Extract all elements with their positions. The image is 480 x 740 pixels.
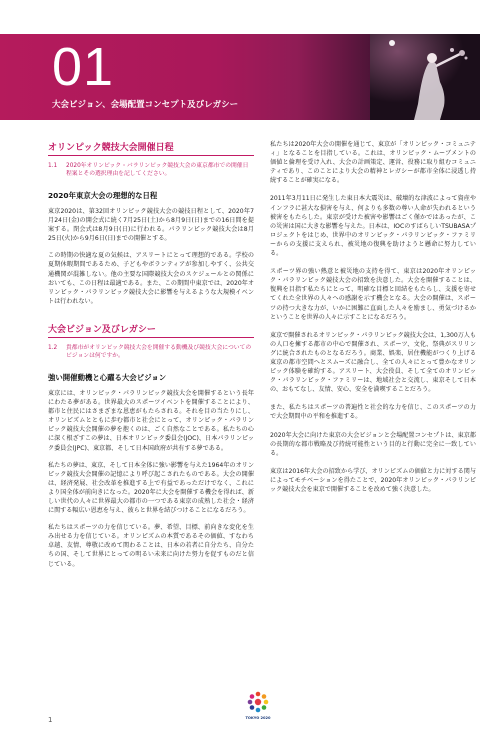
right-column [270, 140, 476, 503]
question-number: 1.1 [48, 163, 58, 169]
paragraph: 東京で開催されるオリンピック・パラリンピック競技大会は、1,300万人もの人口を擁する都市の中心で開催され、スポーツ、文化、祭典がスリリングに統合されたものとなるだろう。商業、娯楽、居住機能がつくり上げる東京の都市空間へとスムーズに融合し、全ての人々にとって豊かなオリンピック体験を確約する。アスリート、大会役員、そして全てのオリンピック・パラリンピック・ファミリーは、地域社会と交流し、東京そして日本の、おもてなし、友情、安心、安全を満喫することだろう。 [270, 331, 476, 394]
athlete-photo [370, 34, 480, 120]
chapter-banner [0, 34, 480, 120]
subheading-schedule: 2020年東京大会の理想的な日程 [48, 191, 158, 200]
section-title-vision: 大会ビジョン及びレガシー [48, 322, 254, 338]
question-note-1-1 [48, 162, 254, 178]
paragraph: 東京は2016年大会の招致から学び、オリンピズムの価値と力に対する関与によってモチベーションを得たことで、2020年オリンピック・パラリンピック競技大会を東京で開催することを改めて強く決意した。 [270, 467, 476, 493]
paragraph: 東京には、オリンピック・パラリンピック競技大会を開催するという長年にわたる夢がある。世界最大のスポーツイベントを開催することにより、都市と住民にはさまざまな恩恵がもたらされる。それを目の当たりにし、オリンピズムとともに歩む都市と社会にとって、オリンピック・パラリンピック競技大会開催の夢を抱くのは、ごく自然なことである。私たちの心に深く根ざすこの夢は、日本オリンピック委員会(JOC)、日本パラリンピック委員会(JPC)、東京都、そして日本国政府が共有する夢である。 [48, 389, 254, 452]
emblem-caption: TOKYO 2020 [245, 716, 271, 720]
question-note-1-2 [48, 344, 254, 360]
paragraph: 私たちの夢は、東京、そして日本全体に強い影響を与えた1964年のオリンピック競技大会開催の記憶により呼び起こされたものである。大会の開催は、経済発展、社会改革を推進する上で有益であっただけでなく、これにより国全体が前向きになった。2020年に大会を開催する機会を得れば、新しい世代の人々に世界最大の都市の一つである東京の成熟した社会・経済に関する幅広い恩恵を与え、彼らと世界を結びつけることになるだろう。 [48, 461, 254, 515]
paragraph: 2020年大会に向けた東京の大会ビジョンと会場配置コンセプトは、東京都の長期的な都市戦略及び持続可能性という目的と行動に完全に一致している。 [270, 431, 476, 457]
tokyo-2020-emblem-icon [246, 690, 270, 714]
chapter-number: 01 [52, 37, 115, 97]
paragraph: 東京2020は、第32回オリンピック競技大会の競技日程として、2020年7月24日(金)の開会式に続く7月25日(土)から8月9日(日)までの16日間を提案する。閉会式は8月9日(日)に行われる。パラリンピック競技大会は8月25日(火)から9月6日(日)までの開催とする。 [48, 208, 254, 243]
paragraph: 私たちはスポーツの力を信じている。夢、希望、目標、前向きな変化を生み出せる力を信じている。オリンピズムの本質であるその価値、すなわち卓越、友情、尊敬に改めて関わることは、日本の若者に自分たち、自分たちの国、そして世界にとっての明るい未来に向けた努力を促すものだと信じている。 [48, 524, 254, 568]
left-column [48, 140, 254, 577]
paragraph: 2011年3月11日に発生した東日本大震災は、破壊的な津波によって資産やインフラに甚大な損害を与え、何よりも多数の尊い人命が失われるという被害をもたらした。東京が受けた被害や影響はごく僅かではあったが、この災害は国に大きな影響を与えた。日本は、IOCのすばらしいTSUBASAプロジェクトをはじめ、世界中のオリンピック・パラリンピック・ファミリーからの支援に支えられ、被災地の復興を助けようと懸命に努力している。 [270, 195, 476, 258]
paragraph: 私たちは2020年大会の開催を通じて、東京が「オリンピック・コミュニティ」となることを目指している。これは、オリンピック・ムーブメントの価値と倫理を受け入れ、大会の計画策定、運営、役務に取り組むコミュニティであり、このことにより大会の精神とレガシーが都市全体に浸透し持続することが確実になる。 [270, 141, 476, 185]
subheading-vision: 強い開催動機と心躍る大会ビジョン [48, 372, 167, 382]
paragraph: また、私たちはスポーツの普遍性と社会的な力を信じ、このスポーツの力で大会期間中の平和を推進する。 [270, 404, 476, 421]
question-text: 貴都市がオリンピック競技大会を開催する動機及び競技大会についてのビジョンは何ですか。 [66, 344, 252, 359]
question-text: 2020年オリンピック・パラリンピック競技大会の東京都市での開催日程案とその選択理由を記してください。 [66, 163, 249, 177]
question-number: 1.2 [48, 344, 58, 351]
page-number: 1 [48, 716, 53, 724]
chapter-subtitle: 大会ビジョン、会場配置コンセプト及びレガシー [52, 100, 239, 110]
paragraph: この時期の快適な夏の気候は、アスリートにとって理想的である。学校の夏期休暇期間であるため、子どもやボランティアが参加しやすく、公共交通機関が混雑しない。他の主要な国際競技大会のスケジュールとの関係においても、この日程は最適である。また、この期間中東京では、2020年オリンピック・パラリンピック競技大会に影響を与えるような大規模イベントは行われない。 [48, 252, 254, 305]
paragraph: スポーツ界の強い熱意と被災地の支持を得て、東京は2020年オリンピック・パラリンピック競技大会の招致を決意した。大会を開催することは、復興を目指す私たちにとって、明確な目標と回結をもたらし、支援を寄せてくれた全世界の人々への感謝を示す機会となる。大会の開催は、スポーツの持つ大きな力が、いかに困難に直面した人々を励まし、勇気づけるかということを世界の人々に示すことになるだろう。 [270, 268, 476, 321]
section-title-schedule: オリンピック競技大会開催日程 [48, 140, 254, 156]
